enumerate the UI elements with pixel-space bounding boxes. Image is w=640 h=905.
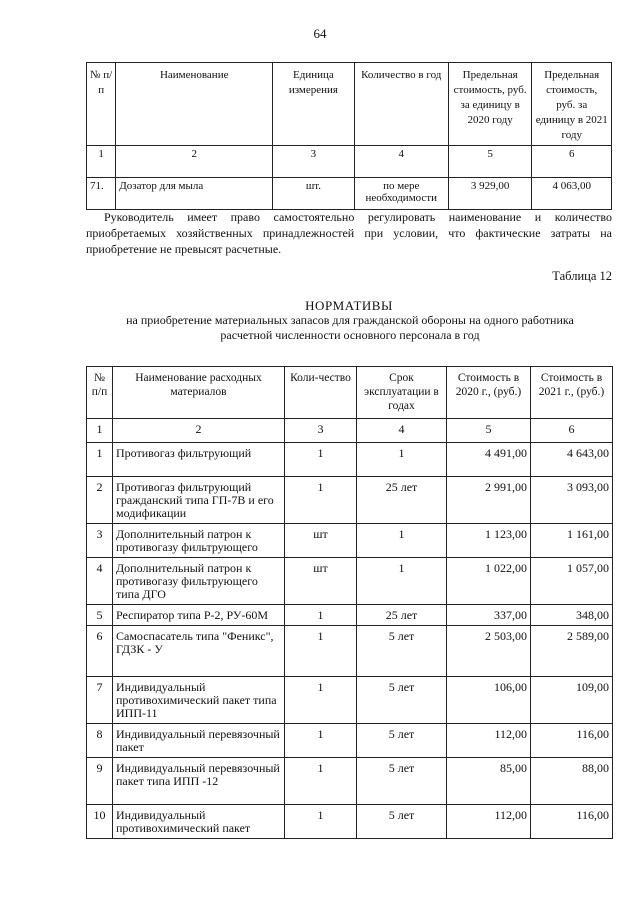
row-number: 4: [87, 558, 113, 605]
table-row: [87, 605, 613, 626]
colnum-cell: 1: [87, 146, 116, 178]
table1-header-row: [87, 63, 612, 146]
price-2020: 112,00: [447, 805, 531, 839]
table1-header-cell: Предельная стоимость, руб. за единицу в 2020 году: [448, 63, 532, 146]
service-life: 5 лет: [357, 758, 447, 805]
table1-header-cell: Количество в год: [354, 63, 448, 146]
quantity: 1: [285, 605, 357, 626]
service-life: 5 лет: [357, 626, 447, 677]
table-row: [87, 758, 613, 805]
price-2021: 348,00: [531, 605, 613, 626]
item-name: Индивидуальный противохимический пакет: [113, 805, 285, 839]
table2-header-row: [87, 367, 613, 419]
price-2021: 88,00: [531, 758, 613, 805]
table2-header-cell: Коли-чество: [285, 367, 357, 419]
page-number: 64: [313, 26, 327, 41]
table-row: [87, 558, 613, 605]
price-2020: 337,00: [447, 605, 531, 626]
table1-header-cell: Наименование: [116, 63, 273, 146]
row-number: 7: [87, 677, 113, 724]
colnum-cell: 6: [531, 419, 613, 443]
table-row: [87, 677, 613, 724]
price-2020: 112,00: [447, 724, 531, 758]
table-label: Таблица 12: [552, 269, 612, 283]
colnum-cell: 5: [448, 146, 532, 178]
price-2020: 1 123,00: [447, 524, 531, 558]
colnum-cell: 2: [113, 419, 285, 443]
quantity: 1: [285, 758, 357, 805]
note-paragraph: Руководитель имеет право самостоятельно регулировать наименование и количество приобретаемых хозяйственных принадлежностей при условии, что фактические затраты на приобретение не превысят расчетные.: [86, 210, 612, 256]
table2-colnum-row: [87, 419, 613, 443]
price-2020: 3 929,00: [448, 178, 532, 210]
service-life: 25 лет: [357, 605, 447, 626]
colnum-cell: 6: [532, 146, 612, 178]
table-row: [87, 178, 612, 210]
price-2021: 1 057,00: [531, 558, 613, 605]
service-life: 1: [357, 524, 447, 558]
table-row: [87, 443, 613, 477]
table-row: [87, 626, 613, 677]
price-2021: 1 161,00: [531, 524, 613, 558]
service-life: 1: [357, 443, 447, 477]
table-row: [87, 805, 613, 839]
service-life: 5 лет: [357, 677, 447, 724]
quantity: 1: [285, 805, 357, 839]
price-2020: 106,00: [447, 677, 531, 724]
quantity: 1: [285, 724, 357, 758]
row-number: 2: [87, 477, 113, 524]
price-2021: 109,00: [531, 677, 613, 724]
price-2020: 2 503,00: [447, 626, 531, 677]
colnum-cell: 1: [87, 419, 113, 443]
item-name: Самоспасатель типа "Феникс", ГДЗК - У: [113, 626, 285, 677]
row-number: 6: [87, 626, 113, 677]
price-2020: 85,00: [447, 758, 531, 805]
price-2020: 4 491,00: [447, 443, 531, 477]
table1-colnum-row: [87, 146, 612, 178]
table1-header-cell: № п/п: [87, 63, 116, 146]
unit: шт.: [273, 178, 355, 210]
row-number: 5: [87, 605, 113, 626]
item-name: Дозатор для мыла: [116, 178, 273, 210]
item-name: Индивидуальный противохимический пакет типа ИПП-11: [113, 677, 285, 724]
item-name: Противогаз фильтрующий: [113, 443, 285, 477]
quantity: 1: [285, 677, 357, 724]
document-subtitle: на приобретение материальных запасов для гражданской обороны на одного работника расчетной численности основного персонала в год: [126, 313, 574, 342]
table1-header-cell: Единица измерения: [273, 63, 355, 146]
row-number: 8: [87, 724, 113, 758]
table2-header-cell: Срок эксплуатации в годах: [357, 367, 447, 419]
colnum-cell: 3: [273, 146, 355, 178]
table2-header-cell: Наименование расходных материалов: [113, 367, 285, 419]
item-name: Дополнительный патрон к противогазу фильтрующего: [113, 524, 285, 558]
item-name: Индивидуальный перевязочный пакет типа ИПП -12: [113, 758, 285, 805]
table2-header-cell: № п/п: [87, 367, 113, 419]
table-household-supplies: [86, 62, 612, 210]
colnum-cell: 5: [447, 419, 531, 443]
service-life: 25 лет: [357, 477, 447, 524]
row-number: 1: [87, 443, 113, 477]
item-name: Индивидуальный перевязочный пакет: [113, 724, 285, 758]
table-row: [87, 724, 613, 758]
price-2021: 4 063,00: [532, 178, 612, 210]
quantity: шт: [285, 558, 357, 605]
service-life: 5 лет: [357, 724, 447, 758]
table-row: [87, 524, 613, 558]
item-name: Респиратор типа Р-2, РУ-60М: [113, 605, 285, 626]
quantity: 1: [285, 443, 357, 477]
price-2021: 2 589,00: [531, 626, 613, 677]
price-2021: 4 643,00: [531, 443, 613, 477]
table1-header-cell: Предельная стоимость, руб. за единицу в 2021 году: [532, 63, 612, 146]
service-life: 5 лет: [357, 805, 447, 839]
price-2021: 116,00: [531, 805, 613, 839]
colnum-cell: 4: [354, 146, 448, 178]
table-civil-defense-norms: [86, 366, 613, 839]
row-number: 9: [87, 758, 113, 805]
colnum-cell: 4: [357, 419, 447, 443]
row-number: 71.: [87, 178, 116, 210]
table-row: [87, 477, 613, 524]
row-number: 10: [87, 805, 113, 839]
quantity: шт: [285, 524, 357, 558]
document-title: НОРМАТИВЫ: [305, 298, 393, 313]
colnum-cell: 2: [116, 146, 273, 178]
price-2020: 2 991,00: [447, 477, 531, 524]
row-number: 3: [87, 524, 113, 558]
quantity: 1: [285, 626, 357, 677]
colnum-cell: 3: [285, 419, 357, 443]
quantity: по мере необходимости: [354, 178, 448, 210]
item-name: Дополнительный патрон к противогазу фильтрующего типа ДГО: [113, 558, 285, 605]
price-2021: 116,00: [531, 724, 613, 758]
table2-header-cell: Стоимость в 2021 г., (руб.): [531, 367, 613, 419]
table2-header-cell: Стоимость в 2020 г., (руб.): [447, 367, 531, 419]
item-name: Противогаз фильтрующий гражданский типа ГП-7В и его модификации: [113, 477, 285, 524]
quantity: 1: [285, 477, 357, 524]
price-2020: 1 022,00: [447, 558, 531, 605]
price-2021: 3 093,00: [531, 477, 613, 524]
service-life: 1: [357, 558, 447, 605]
